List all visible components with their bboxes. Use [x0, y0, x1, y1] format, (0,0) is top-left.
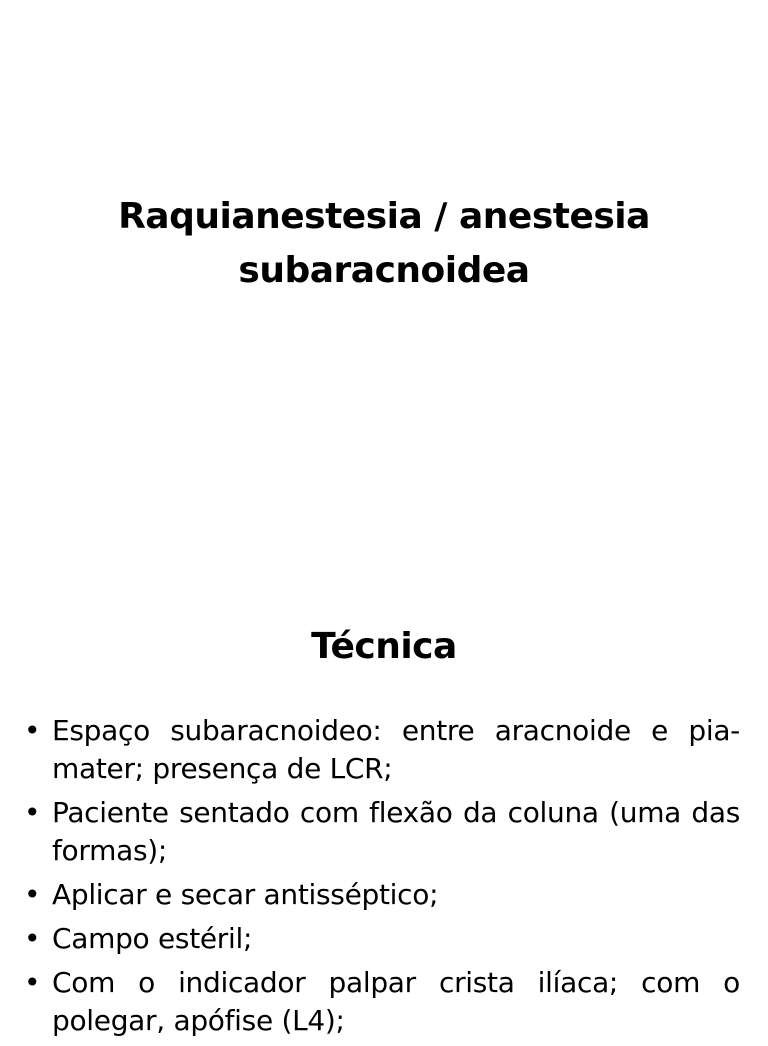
- list-item: [24, 920, 740, 958]
- list-item: [24, 712, 740, 788]
- section-heading: Técnica: [311, 626, 457, 667]
- bullet-icon: •: [24, 796, 41, 829]
- list-item-text: Paciente sentado com flexão da coluna (uma das formas);: [52, 796, 740, 867]
- list-item-text: Espaço subaracnoideo: entre aracnoide e pia-mater; presença de LCR;: [52, 714, 740, 785]
- slide-title-line-1: Raquianestesia / anestesia: [118, 196, 650, 237]
- list-item-text: Com o indicador palpar crista ilíaca; com o polegar, apófise (L4);: [52, 966, 740, 1037]
- slide-title-line-2: subaracnoidea: [238, 250, 530, 291]
- slide-title: [0, 190, 768, 298]
- list-item: [24, 876, 740, 914]
- bullet-icon: •: [24, 714, 41, 747]
- list-item: [24, 794, 740, 870]
- bullet-icon: •: [24, 878, 41, 911]
- list-item: [24, 964, 740, 1040]
- bullet-icon: •: [24, 966, 41, 999]
- bullet-icon: •: [24, 922, 41, 955]
- bullet-list: [24, 712, 740, 1046]
- list-item-text: Campo estéril;: [52, 922, 253, 955]
- list-item-text: Aplicar e secar antisséptico;: [52, 878, 439, 911]
